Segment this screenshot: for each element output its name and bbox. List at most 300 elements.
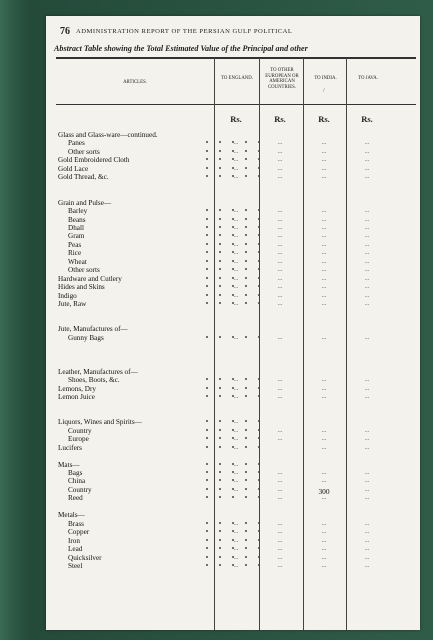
value-cell: ... xyxy=(277,157,283,164)
value-cell: ... xyxy=(364,562,370,569)
header-bottom-rule xyxy=(56,104,416,105)
value-cell: ... xyxy=(277,224,283,231)
value-cell: ... xyxy=(277,233,283,240)
row-label: Gunny Bags xyxy=(68,333,104,342)
table-row xyxy=(46,309,420,316)
leader-dot xyxy=(245,496,247,498)
value-cell: ... xyxy=(321,275,327,282)
row-label: Mats— xyxy=(58,460,80,469)
value-cell: ... xyxy=(321,174,327,181)
table-row xyxy=(46,267,420,274)
leader-dot xyxy=(206,539,208,541)
value-cell: ... xyxy=(277,334,283,341)
dot-leaders xyxy=(116,294,210,300)
value-cell: ... xyxy=(277,216,283,223)
value-cell: ... xyxy=(233,301,239,307)
value-cell: ... xyxy=(321,157,327,164)
value-cell: ... xyxy=(277,427,283,434)
value-cell: ... xyxy=(233,165,239,172)
value-cell: ... xyxy=(277,174,283,181)
leader-dot xyxy=(258,463,260,465)
dot-leaders xyxy=(116,488,210,494)
row-label: Lemon Juice xyxy=(58,392,95,401)
leader-dot xyxy=(206,209,208,211)
pencil-mark: / xyxy=(323,88,325,94)
col-england-header: TO ENGLAND. xyxy=(221,76,253,81)
value-cell: ... xyxy=(364,233,370,240)
row-label: Beans xyxy=(68,215,86,224)
table-row xyxy=(46,343,420,350)
value-cell: ... xyxy=(321,284,327,291)
table-row xyxy=(46,301,420,308)
value-cell: ... xyxy=(364,546,370,553)
value-cell: ... xyxy=(233,461,239,468)
value-cell: ... xyxy=(233,157,239,164)
value-cell: ... xyxy=(233,174,239,181)
leader-dot xyxy=(206,158,208,160)
value-cell: ... xyxy=(233,216,239,223)
dot-leaders xyxy=(116,437,210,443)
row-label: Gold Embroidered Cloth xyxy=(58,156,130,165)
table-row xyxy=(46,394,420,401)
leader-dot xyxy=(206,243,208,245)
value-cell: ... xyxy=(364,385,370,392)
table-row xyxy=(46,326,420,333)
value-cell: ... xyxy=(233,419,239,426)
value-cell: ... xyxy=(233,537,239,544)
table-row xyxy=(46,369,420,376)
leader-dot xyxy=(206,479,208,481)
leader-dot xyxy=(206,141,208,143)
col-india-header: TO INDIA. xyxy=(314,76,337,81)
value-cell: ... xyxy=(277,267,283,274)
leader-dot xyxy=(206,488,208,490)
leader-dot xyxy=(206,294,208,296)
leader-dot xyxy=(258,446,260,448)
dot-leaders xyxy=(116,167,210,173)
row-label: Hides and Skins xyxy=(58,283,105,292)
value-cell: ... xyxy=(277,377,283,384)
row-label: Grain and Pulse— xyxy=(58,198,112,207)
col-articles-header: ARTICLES. xyxy=(123,80,147,85)
table-row xyxy=(46,149,420,156)
dot-leaders xyxy=(116,479,210,485)
value-cell: ... xyxy=(233,529,239,536)
dot-leaders xyxy=(116,564,210,570)
table-row xyxy=(46,166,420,173)
value-cell: ... xyxy=(277,478,283,485)
col-other-countries-header: TO OTHER EUROPEAN OR AMERICAN COUNTRIES. xyxy=(265,68,299,90)
value-cell: ... xyxy=(321,393,327,400)
value-cell: ... xyxy=(277,529,283,536)
leader-dot xyxy=(219,496,221,498)
dot-leaders xyxy=(116,420,210,426)
leader-dot xyxy=(206,395,208,397)
dot-leaders xyxy=(116,471,210,477)
value-cell: ... xyxy=(233,233,239,240)
value-cell: ... xyxy=(321,520,327,527)
table-row xyxy=(46,386,420,393)
row-label: Wheat xyxy=(68,257,87,266)
value-cell: ... xyxy=(364,267,370,274)
table-row xyxy=(46,352,420,359)
value-cell: ... xyxy=(233,393,239,400)
unit-india: Rs. xyxy=(318,114,330,124)
row-label: Gold Thread, &c. xyxy=(58,173,109,182)
dot-leaders xyxy=(116,530,210,536)
row-label: Peas xyxy=(68,240,82,249)
leader-dot xyxy=(206,268,208,270)
row-label: Steel xyxy=(68,561,83,570)
value-cell: ... xyxy=(321,537,327,544)
table-row xyxy=(46,276,420,283)
row-label: Jute, Raw xyxy=(58,300,87,308)
value-cell: ... xyxy=(233,478,239,485)
value-cell: ... xyxy=(321,267,327,274)
row-label: Iron xyxy=(68,536,80,545)
row-label: Panes xyxy=(68,139,85,148)
value-cell: ... xyxy=(321,334,327,341)
value-cell: ... xyxy=(364,377,370,384)
value-cell: ... xyxy=(233,258,239,265)
value-cell: ... xyxy=(321,224,327,231)
leader-dot xyxy=(206,496,208,498)
row-label: Metals— xyxy=(58,511,85,520)
value-cell: ... xyxy=(321,436,327,443)
col-java-header: TO JAVA. xyxy=(358,76,378,81)
dot-leaders xyxy=(116,260,210,266)
value-cell: ... xyxy=(321,258,327,265)
table-row xyxy=(46,445,420,452)
value-cell: ... xyxy=(233,486,239,493)
dot-leaders xyxy=(116,175,210,181)
value-cell: ... xyxy=(277,393,283,400)
table-row xyxy=(46,538,420,545)
row-label: Lead xyxy=(68,545,83,554)
value-cell: ... xyxy=(364,444,370,451)
leader-dot xyxy=(232,496,234,498)
table-row xyxy=(46,478,420,485)
value-cell: ... xyxy=(277,284,283,291)
value-cell: ... xyxy=(364,292,370,299)
value-cell: ... xyxy=(233,334,239,341)
leader-dot xyxy=(206,251,208,253)
table-row xyxy=(46,174,420,181)
value-cell: ... xyxy=(277,250,283,257)
value-cell: ... xyxy=(321,208,327,215)
value-cell: ... xyxy=(321,216,327,223)
value-cell: 300 xyxy=(318,486,330,496)
dot-leaders xyxy=(116,302,210,308)
table-row xyxy=(46,563,420,570)
dot-leaders xyxy=(116,522,210,528)
value-cell: ... xyxy=(233,292,239,299)
value-cell: ... xyxy=(233,427,239,434)
value-cell: ... xyxy=(364,554,370,561)
value-cell: ... xyxy=(233,275,239,282)
value-cell: ... xyxy=(364,529,370,536)
dot-leaders xyxy=(116,556,210,562)
value-cell: ... xyxy=(277,495,283,502)
table-row xyxy=(46,293,420,300)
dot-leaders xyxy=(116,209,210,215)
table-row xyxy=(46,225,420,232)
value-cell: ... xyxy=(233,267,239,274)
table-caption: Abstract Table showing the Total Estimated Value of the Principal and other xyxy=(54,44,308,53)
value-cell: ... xyxy=(233,148,239,155)
leader-dot xyxy=(206,167,208,169)
table-row xyxy=(46,377,420,384)
row-label: Country xyxy=(68,485,92,494)
table-row xyxy=(46,132,420,139)
value-cell: ... xyxy=(364,520,370,527)
value-cell: ... xyxy=(277,546,283,553)
table-top-rule xyxy=(56,57,416,59)
row-label: Liquors, Wines and Spirits— xyxy=(58,418,142,427)
value-cell: ... xyxy=(321,377,327,384)
value-cell: ... xyxy=(364,224,370,231)
dot-leaders xyxy=(116,150,210,156)
value-cell: ... xyxy=(233,385,239,392)
value-cell: ... xyxy=(277,301,283,307)
page-number: 76 xyxy=(60,26,70,37)
value-cell: ... xyxy=(364,393,370,400)
row-label: Other sorts xyxy=(68,147,100,156)
dot-leaders xyxy=(116,387,210,393)
value-cell: ... xyxy=(321,529,327,536)
table-row xyxy=(46,200,420,207)
value-cell: ... xyxy=(233,470,239,476)
value-cell: ... xyxy=(321,554,327,561)
leader-dot xyxy=(206,336,208,338)
leader-dot xyxy=(206,285,208,287)
row-label: Reed xyxy=(68,494,83,503)
leader-dot xyxy=(206,420,208,422)
table-row xyxy=(46,183,420,190)
value-cell: ... xyxy=(321,233,327,240)
value-cell: ... xyxy=(321,427,327,434)
value-cell: ... xyxy=(321,301,327,307)
table-row xyxy=(46,462,420,469)
value-cell: ... xyxy=(364,165,370,172)
row-label: Indigo xyxy=(58,291,77,300)
leader-dot xyxy=(206,260,208,262)
row-label: Shoes, Boots, &c. xyxy=(68,376,120,385)
row-label: Brass xyxy=(68,519,84,528)
row-label: Copper xyxy=(68,528,90,537)
value-cell: ... xyxy=(364,258,370,265)
leader-dot xyxy=(206,463,208,465)
dot-leaders xyxy=(116,336,210,342)
leader-dot xyxy=(206,446,208,448)
table-row xyxy=(46,487,420,494)
row-label: Europe xyxy=(68,435,89,444)
value-cell: ... xyxy=(277,241,283,248)
dot-leaders xyxy=(116,463,210,469)
leader-dot xyxy=(206,226,208,228)
table-row xyxy=(46,250,420,257)
value-cell: ... xyxy=(277,275,283,282)
value-cell: ... xyxy=(277,165,283,172)
value-cell: ... xyxy=(364,486,370,493)
value-cell: ... xyxy=(321,546,327,553)
dot-leaders xyxy=(116,496,210,502)
value-cell: ... xyxy=(233,241,239,248)
value-cell: ... xyxy=(321,444,327,451)
value-cell: ... xyxy=(364,250,370,257)
value-cell: ... xyxy=(364,241,370,248)
value-cell: ... xyxy=(233,562,239,569)
dot-leaders xyxy=(116,547,210,553)
table-row xyxy=(46,470,420,477)
table-row xyxy=(46,242,420,249)
value-cell: ... xyxy=(277,486,283,493)
table-row xyxy=(46,335,420,342)
dot-leaders xyxy=(116,285,210,291)
value-cell: ... xyxy=(277,140,283,147)
row-label: Lemons, Dry xyxy=(58,384,96,393)
value-cell: ... xyxy=(233,250,239,257)
leader-dot xyxy=(206,547,208,549)
running-header: ADMINISTRATION REPORT OF THE PERSIAN GULF POLITICAL xyxy=(76,28,293,35)
value-cell: ... xyxy=(364,140,370,147)
dot-leaders xyxy=(116,226,210,232)
value-cell: ... xyxy=(364,301,370,307)
leader-dot xyxy=(206,437,208,439)
value-cell: ... xyxy=(277,148,283,155)
value-cell: ... xyxy=(321,562,327,569)
table-row xyxy=(46,318,420,325)
table-row xyxy=(46,259,420,266)
value-cell: ... xyxy=(364,427,370,434)
unit-java: Rs. xyxy=(361,114,373,124)
dot-leaders xyxy=(116,251,210,257)
table-row xyxy=(46,411,420,418)
value-cell: ... xyxy=(233,377,239,384)
row-label: Lucifers xyxy=(58,443,82,452)
table-row xyxy=(46,546,420,553)
leader-dot xyxy=(206,564,208,566)
dot-leaders xyxy=(116,395,210,401)
table-row xyxy=(46,436,420,443)
value-cell: ... xyxy=(364,334,370,341)
row-label: Jute, Manufactures of— xyxy=(58,325,128,334)
dot-leaders xyxy=(116,268,210,274)
value-cell: ... xyxy=(364,537,370,544)
table-row xyxy=(46,428,420,435)
value-cell: ... xyxy=(321,165,327,172)
table-row xyxy=(46,419,420,426)
value-cell: ... xyxy=(233,554,239,561)
dot-leaders xyxy=(116,446,210,452)
value-cell: ... xyxy=(277,562,283,569)
table-row xyxy=(46,360,420,367)
table-row xyxy=(46,217,420,224)
dot-leaders xyxy=(116,277,210,283)
dot-leaders xyxy=(116,378,210,384)
leader-dot xyxy=(206,522,208,524)
dot-leaders xyxy=(116,158,210,164)
row-label: Barley xyxy=(68,207,88,216)
value-cell: ... xyxy=(233,436,239,443)
row-label: Gold Lace xyxy=(58,164,89,173)
value-cell: ... xyxy=(277,208,283,215)
value-cell: ... xyxy=(364,436,370,443)
leader-dot xyxy=(258,420,260,422)
value-cell: ... xyxy=(233,284,239,291)
value-cell: ... xyxy=(364,275,370,282)
row-label: Quicksilver xyxy=(68,553,102,562)
table-row xyxy=(46,284,420,291)
value-cell: ... xyxy=(364,216,370,223)
leader-dot xyxy=(206,378,208,380)
value-cell: ... xyxy=(277,470,283,476)
row-label: Glass and Glass-ware—continued. xyxy=(58,131,158,139)
table-row xyxy=(46,521,420,528)
table-row xyxy=(46,529,420,536)
row-label: Country xyxy=(68,426,92,435)
dot-leaders xyxy=(116,141,210,147)
value-cell: ... xyxy=(364,495,370,502)
value-cell: ... xyxy=(364,148,370,155)
leader-dot xyxy=(206,234,208,236)
table-row xyxy=(46,191,420,198)
row-label: Dhall xyxy=(68,223,84,232)
leader-dot xyxy=(206,302,208,304)
value-cell: ... xyxy=(364,470,370,476)
value-cell: ... xyxy=(277,258,283,265)
leader-dot xyxy=(206,218,208,220)
table-row xyxy=(46,495,420,502)
value-cell: ... xyxy=(364,174,370,181)
value-cell: ... xyxy=(277,520,283,527)
dot-leaders xyxy=(116,539,210,545)
value-cell: ... xyxy=(277,436,283,443)
value-cell: ... xyxy=(364,208,370,215)
value-cell: ... xyxy=(321,140,327,147)
table-row xyxy=(46,453,420,460)
value-cell: ... xyxy=(277,554,283,561)
dot-leaders xyxy=(116,243,210,249)
table-row xyxy=(46,512,420,519)
leader-dot xyxy=(206,471,208,473)
value-cell: ... xyxy=(233,224,239,231)
row-label: Other sorts xyxy=(68,266,100,275)
leader-dot xyxy=(206,387,208,389)
leader-dot xyxy=(206,530,208,532)
table-row xyxy=(46,233,420,240)
unit-england: Rs. xyxy=(230,114,242,124)
value-cell: ... xyxy=(364,284,370,291)
value-cell: ... xyxy=(321,250,327,257)
value-cell: ... xyxy=(233,444,239,451)
value-cell: ... xyxy=(233,208,239,215)
value-cell: ... xyxy=(277,537,283,544)
table-row xyxy=(46,555,420,562)
value-cell: ... xyxy=(233,140,239,147)
dot-leaders xyxy=(116,234,210,240)
leader-dot xyxy=(206,277,208,279)
value-cell: ... xyxy=(364,478,370,485)
value-cell: ... xyxy=(233,520,239,527)
leader-dot xyxy=(206,556,208,558)
row-label: Gram xyxy=(68,232,85,241)
table-row xyxy=(46,504,420,511)
unit-other: Rs. xyxy=(274,114,286,124)
leader-dot xyxy=(206,429,208,431)
row-label: Hardware and Cutlery xyxy=(58,274,122,283)
value-cell: ... xyxy=(233,546,239,553)
